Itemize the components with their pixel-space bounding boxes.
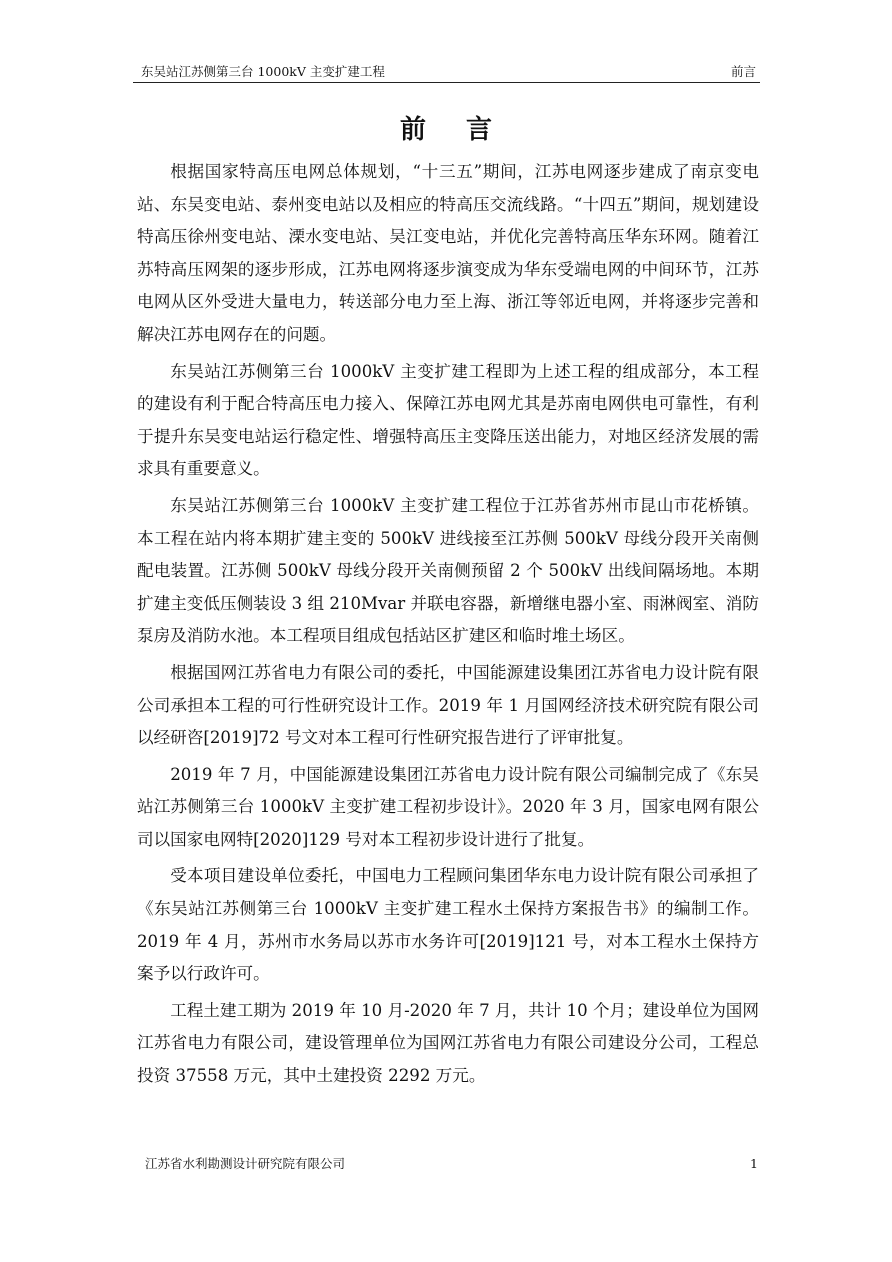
paragraph: 受本项目建设单位委托，中国电力工程顾问集团华东电力设计院有限公司承担了《东吴站江苏侧第三台 1000kV 主变扩建工程水土保持方案报告书》的编制工作。2019 年 4 月，苏州市水务局以苏市水务许可[2019]121 号，对本工程水土保持方案予以行政许可。 xyxy=(137,866,759,984)
paragraph: 2019 年 7 月，中国能源建设集团江苏省电力设计院有限公司编制完成了《东吴站江苏侧第三台 1000kV 主变扩建工程初步设计》。2020 年 3 月，国家电网有限公司以国家电网特[2020]129 号对本工程初步设计进行了批复。 xyxy=(137,764,759,849)
header-section-name: 前言 xyxy=(730,64,756,79)
footer-organization: 江苏省水利勘测设计研究院有限公司 xyxy=(145,1156,346,1171)
paragraph: 根据国家特高压电网总体规划，“十三五”期间，江苏电网逐步建成了南京变电站、东吴变电站、泰州变电站以及相应的特高压交流线路。“十四五”期间，规划建设特高压徐州变电站、溧水变电站、吴江变电站，并优化完善特高压华东环网。随着江苏特高压网架的逐步形成，江苏电网将逐步演变成为华东受端电网的中间环节，江苏电网从区外受进大量电力，转送部分电力至上海、浙江等邻近电网，并将逐步完善和解决江苏电网存在的问题。 xyxy=(137,162,759,344)
page-title: 前言 xyxy=(399,115,532,145)
paragraph: 东吴站江苏侧第三台 1000kV 主变扩建工程位于江苏省苏州市昆山市花桥镇。本工程在站内将本期扩建主变的 500kV 进线接至江苏侧 500kV 母线分段开关南侧配电装置。江苏侧 500kV 母线分段开关南侧预留 2 个 500kV 出线间隔场地。本期扩建主变低压侧装设 3 组 210Mvar 并联电容器，新增继电器小室、雨淋阀室、消防泵房及消防水池。本工程项目组成包括站区扩建区和临时堆土场区。 xyxy=(137,495,759,646)
page-header xyxy=(133,62,760,83)
paragraph: 工程土建工期为 2019 年 10 月-2020 年 7 月，共计 10 个月；建设单位为国网江苏省电力有限公司，建设管理单位为国网江苏省电力有限公司建设分公司，工程总投资 37558 万元，其中土建投资 2292 万元。 xyxy=(137,1000,759,1086)
body-text xyxy=(137,156,759,1097)
paragraph: 根据国网江苏省电力有限公司的委托，中国能源建设集团江苏省电力设计院有限公司承担本工程的可行性研究设计工作。2019 年 1 月国网经济技术研究院有限公司以经研咨[2019]72 号文对本工程可行性研究报告进行了评审批复。 xyxy=(137,662,759,748)
header-project-title: 东吴站江苏侧第三台 1000kV 主变扩建工程 xyxy=(141,64,385,79)
paragraph: 东吴站江苏侧第三台 1000kV 主变扩建工程即为上述工程的组成部分，本工程的建设有利于配合特高压电力接入、保障江苏电网尤其是苏南电网供电可靠性，有利于提升东吴变电站运行稳定性、增强特高压主变降压送出能力，对地区经济发展的需求具有重要意义。 xyxy=(137,361,759,479)
page-number: 1 xyxy=(750,1156,758,1171)
